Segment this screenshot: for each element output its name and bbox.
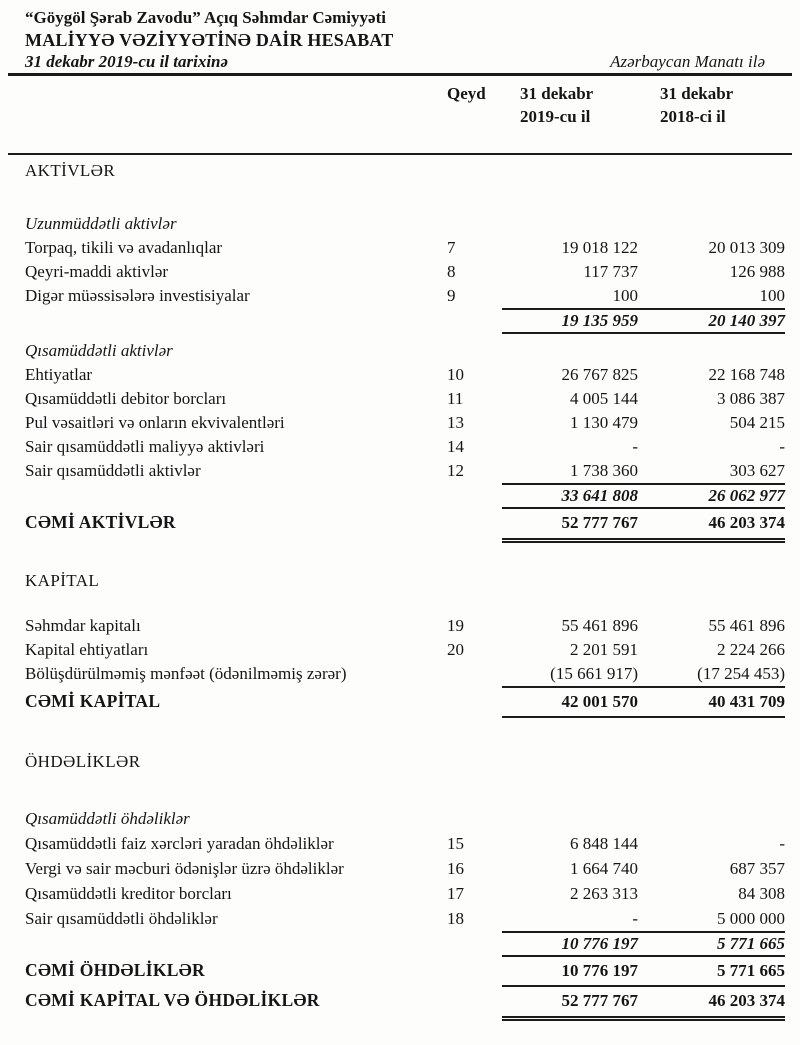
row-value-2018: 100 (759, 286, 785, 305)
subtotal-value-2019: 33 641 808 (561, 486, 638, 505)
date-currency-line (25, 51, 785, 73)
grand-total-value-2018: 46 203 374 (708, 991, 785, 1010)
row-note: 17 (447, 884, 464, 903)
row-value-2018: (17 254 453) (697, 664, 785, 683)
row-label: Pul vəsaitləri və onların ekvivalentləri (25, 413, 285, 432)
table-row (25, 662, 785, 686)
total-equity-row (25, 686, 785, 718)
row-value-2019: - (632, 437, 638, 456)
row-value-2018: 20 013 309 (708, 238, 785, 257)
total-value-2019: 42 001 570 (561, 692, 638, 711)
row-value-2018: 687 357 (729, 859, 785, 878)
total-equity-label: CƏMİ KAPİTAL (25, 691, 161, 711)
column-header-2018-line1: 31 dekabr (660, 84, 734, 103)
table-row (25, 614, 785, 638)
total-value-2018: 40 431 709 (708, 692, 785, 711)
row-value-2019: 26 767 825 (561, 365, 638, 384)
header-rule-bottom (8, 153, 792, 155)
row-note: 9 (447, 286, 456, 305)
row-label: Torpaq, tikili və avadanlıqlar (25, 238, 223, 257)
table-row (25, 284, 785, 308)
column-header-2019 (502, 82, 638, 128)
row-note: 11 (447, 389, 464, 408)
table-row (25, 906, 785, 931)
row-value-2019: 19 018 122 (561, 238, 638, 257)
row-value-2019: 4 005 144 (570, 389, 638, 408)
column-header-2018 (638, 82, 785, 128)
row-label: Qısamüddətli debitor borcları (25, 389, 227, 408)
row-value-2018: 3 086 387 (717, 389, 785, 408)
row-value-2019: - (632, 909, 638, 928)
table-row (25, 387, 785, 411)
total-assets-values (502, 510, 785, 543)
grand-total-label: CƏMİ KAPİTAL VƏ ÖHDƏLİKLƏR (25, 990, 320, 1010)
row-value-2019: (15 661 917) (550, 664, 638, 683)
table-row (25, 638, 785, 662)
row-value-2019: 1 664 740 (570, 859, 638, 878)
column-header-2018-line2: 2018-ci il (660, 107, 726, 126)
row-note: 15 (447, 834, 464, 853)
row-label: Qeyri-maddi aktivlər (25, 262, 169, 281)
row-label: Ehtiyatlar (25, 365, 93, 384)
row-value-2018: 504 215 (729, 413, 785, 432)
table-row (25, 435, 785, 459)
subtotal-box (502, 931, 785, 957)
total-assets-row (25, 509, 785, 543)
row-value-2018: 84 308 (738, 884, 785, 903)
row-value-2019: 6 848 144 (570, 834, 638, 853)
row-value-2019: 117 737 (583, 262, 638, 281)
row-value-2018: 5 000 000 (717, 909, 785, 928)
table-row (25, 856, 785, 881)
total-value-2019: 10 776 197 (561, 961, 638, 980)
group-title-short-term-liabilities: Qısamüddətli öhdəliklər (25, 809, 190, 828)
total-value-2018: 5 771 665 (717, 961, 785, 980)
row-note: 16 (447, 859, 464, 878)
row-note: 12 (447, 461, 464, 480)
table-row (25, 411, 785, 435)
row-note: 10 (447, 365, 464, 384)
subtotal-value-2019: 19 135 959 (561, 311, 638, 330)
row-label: Digər müəssisələrə investisiyalar (25, 286, 250, 305)
row-value-2019: 1 738 360 (570, 461, 638, 480)
row-value-2019: 55 461 896 (561, 616, 638, 635)
grand-total-value-2019: 52 777 767 (561, 991, 638, 1010)
total-liabilities-label: CƏMİ ÖHDƏLİKLƏR (25, 960, 205, 980)
total-value-2019: 52 777 767 (561, 513, 638, 532)
row-note: 14 (447, 437, 464, 456)
subtotal-box (502, 308, 785, 334)
subtotal-value-2018: 20 140 397 (708, 311, 785, 330)
subtotal-value-2019: 10 776 197 (561, 934, 638, 953)
subtotal-short-term-liabilities (25, 931, 785, 957)
total-equity-values (502, 686, 785, 718)
row-value-2018: 22 168 748 (708, 365, 785, 384)
subtotal-value-2018: 26 062 977 (708, 486, 785, 505)
row-value-2018: 303 627 (729, 461, 785, 480)
subtotal-box (502, 483, 785, 509)
currency-note: Azərbaycan Manatı ilə (610, 52, 765, 71)
table-row (25, 236, 785, 260)
row-value-2018: 126 988 (729, 262, 785, 281)
group-title-short-term-assets: Qısamüddətli aktivlər (25, 341, 173, 360)
section-title-equity: KAPİTAL (25, 571, 100, 590)
row-note: 13 (447, 413, 464, 432)
row-label: Bölüşdürülməmiş mənfəət (ödənilməmiş zərər) (25, 664, 347, 683)
grand-total-values (502, 988, 785, 1021)
row-value-2018: 2 224 266 (717, 640, 785, 659)
column-header-2019-line2: 2019-cu il (520, 107, 591, 126)
row-note: 19 (447, 616, 464, 635)
row-value-2019: 1 130 479 (570, 413, 638, 432)
row-note: 18 (447, 909, 464, 928)
table-row (25, 831, 785, 856)
row-note: 20 (447, 640, 464, 659)
total-value-2018: 46 203 374 (708, 513, 785, 532)
row-value-2018: 55 461 896 (708, 616, 785, 635)
row-value-2019: 2 263 313 (570, 884, 638, 903)
table-row (25, 881, 785, 906)
subtotal-long-term-assets (25, 308, 785, 334)
row-label: Sair qısamüddətli öhdəliklər (25, 909, 218, 928)
row-label: Qısamüddətli faiz xərcləri yaradan öhdəliklər (25, 834, 334, 853)
table-row (25, 260, 785, 284)
row-value-2019: 100 (612, 286, 638, 305)
row-value-2019: 2 201 591 (570, 640, 638, 659)
total-liabilities-row (25, 957, 785, 987)
row-value-2018: - (779, 437, 785, 456)
row-label: Səhmdar kapitalı (25, 616, 141, 635)
subtotal-short-term-assets (25, 483, 785, 509)
row-label: Vergi və sair məcburi ödənişlər üzrə öhdəliklər (25, 859, 344, 878)
row-note: 8 (447, 262, 456, 281)
row-label: Sair qısamüddətli aktivlər (25, 461, 201, 480)
row-label: Sair qısamüddətli maliyyə aktivləri (25, 437, 265, 456)
row-value-2018: - (779, 834, 785, 853)
group-title-long-term-assets: Uzunmüddətli aktivlər (25, 214, 177, 233)
column-header-row (25, 76, 785, 128)
section-title-liabilities: ÖHDƏLİKLƏR (25, 752, 141, 771)
section-title-assets: AKTİVLƏR (25, 161, 116, 180)
grand-total-row (25, 987, 785, 1021)
table-row (25, 363, 785, 387)
total-liabilities-values (502, 958, 785, 987)
row-label: Qısamüddətli kreditor borcları (25, 884, 232, 903)
row-note: 7 (447, 238, 456, 257)
company-name: “Göygöl Şərab Zavodu” Açıq Səhmdar Cəmiyyəti (25, 8, 386, 27)
row-label: Kapital ehtiyatları (25, 640, 149, 659)
report-date: 31 dekabr 2019-cu il tarixinə (25, 52, 229, 71)
report-title: MALİYYƏ VƏZİYYƏTİNƏ DAİR HESABAT (25, 30, 394, 50)
total-assets-label: CƏMİ AKTİVLƏR (25, 512, 176, 532)
column-header-2019-line1: 31 dekabr (520, 84, 594, 103)
column-header-note: Qeyd (447, 84, 486, 103)
table-row (25, 459, 785, 483)
subtotal-value-2018: 5 771 665 (717, 934, 785, 953)
